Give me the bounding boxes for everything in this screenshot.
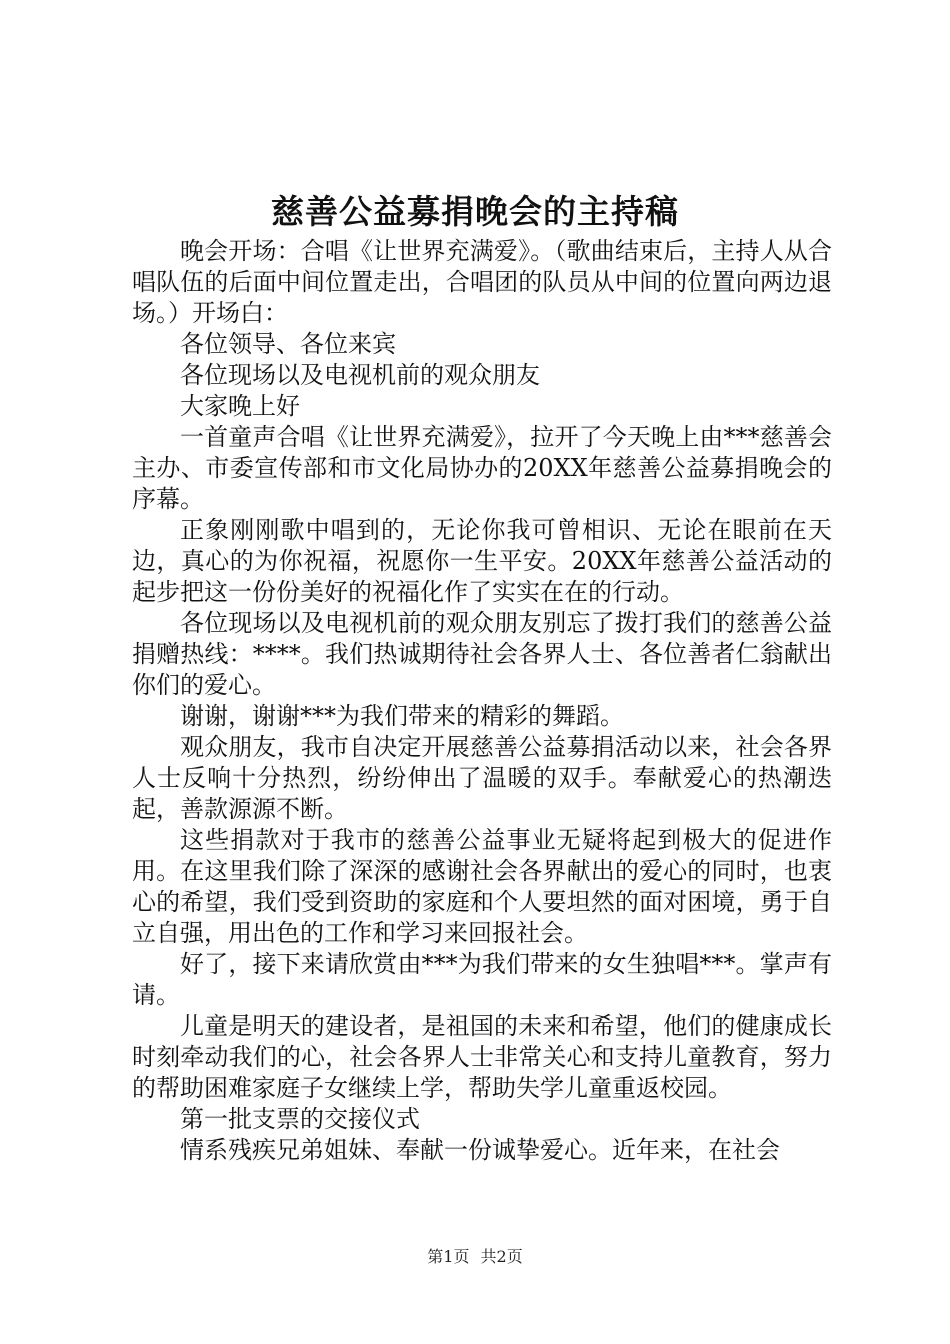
paragraph: 大家晚上好 — [180, 392, 300, 420]
document-title: 慈善公益募捐晚会的主持稿 — [271, 192, 679, 231]
page-total: 共2页 — [480, 1247, 523, 1266]
document-body — [132, 236, 832, 1166]
paragraph: 正象刚刚歌中唱到的，无论你我可曾相识、无论在眼前在天边，真心的为你祝福，祝愿你一生平安。20XX年慈善公益活动的起步把这一份份美好的祝福化作了实实在在的行动。 — [132, 516, 832, 606]
paragraph: 一首童声合唱《让世界充满爱》，拉开了今天晚上由***慈善会主办、市委宣传部和市文化局协办的20XX年慈善公益募捐晚会的序幕。 — [132, 423, 832, 513]
paragraph: 儿童是明天的建设者，是祖国的未来和希望，他们的健康成长时刻牵动我们的心，社会各界人士非常关心和支持儿童教育，努力的帮助困难家庭子女继续上学，帮助失学儿童重返校园。 — [132, 1012, 832, 1102]
paragraph: 晚会开场：合唱《让世界充满爱》。（歌曲结束后，主持人从合唱队伍的后面中间位置走出，合唱团的队员从中间的位置向两边退场。）开场白： — [132, 237, 832, 327]
paragraph: 各位领导、各位来宾 — [180, 330, 396, 358]
paragraph: 观众朋友，我市自决定开展慈善公益募捐活动以来，社会各界人士反响十分热烈，纷纷伸出了温暖的双手。奉献爱心的热潮迭起，善款源源不断。 — [132, 733, 832, 823]
paragraph: 各位现场以及电视机前的观众朋友别忘了拨打我们的慈善公益捐赠热线：****。我们热诚期待社会各界人士、各位善者仁翁献出你们的爱心。 — [132, 609, 832, 699]
paragraph: 各位现场以及电视机前的观众朋友 — [180, 361, 540, 389]
paragraph: 好了，接下来请欣赏由***为我们带来的女生独唱***。掌声有请。 — [132, 950, 832, 1009]
paragraph: 第一批支票的交接仪式 — [180, 1105, 420, 1133]
paragraph: 谢谢，谢谢***为我们带来的精彩的舞蹈。 — [180, 702, 624, 730]
page-number: 第1页 — [427, 1247, 470, 1266]
paragraph: 这些捐款对于我市的慈善公益事业无疑将起到极大的促进作用。在这里我们除了深深的感谢社会各界献出的爱心的同时，也衷心的希望，我们受到资助的家庭和个人要坦然的面对困境，勇于自立自强，用出色的工作和学习来回报社会。 — [132, 826, 832, 947]
paragraph: 情系残疾兄弟姐妹、奉献一份诚挚爱心。近年来，在社会 — [180, 1136, 780, 1164]
page-footer — [0, 1244, 950, 1267]
